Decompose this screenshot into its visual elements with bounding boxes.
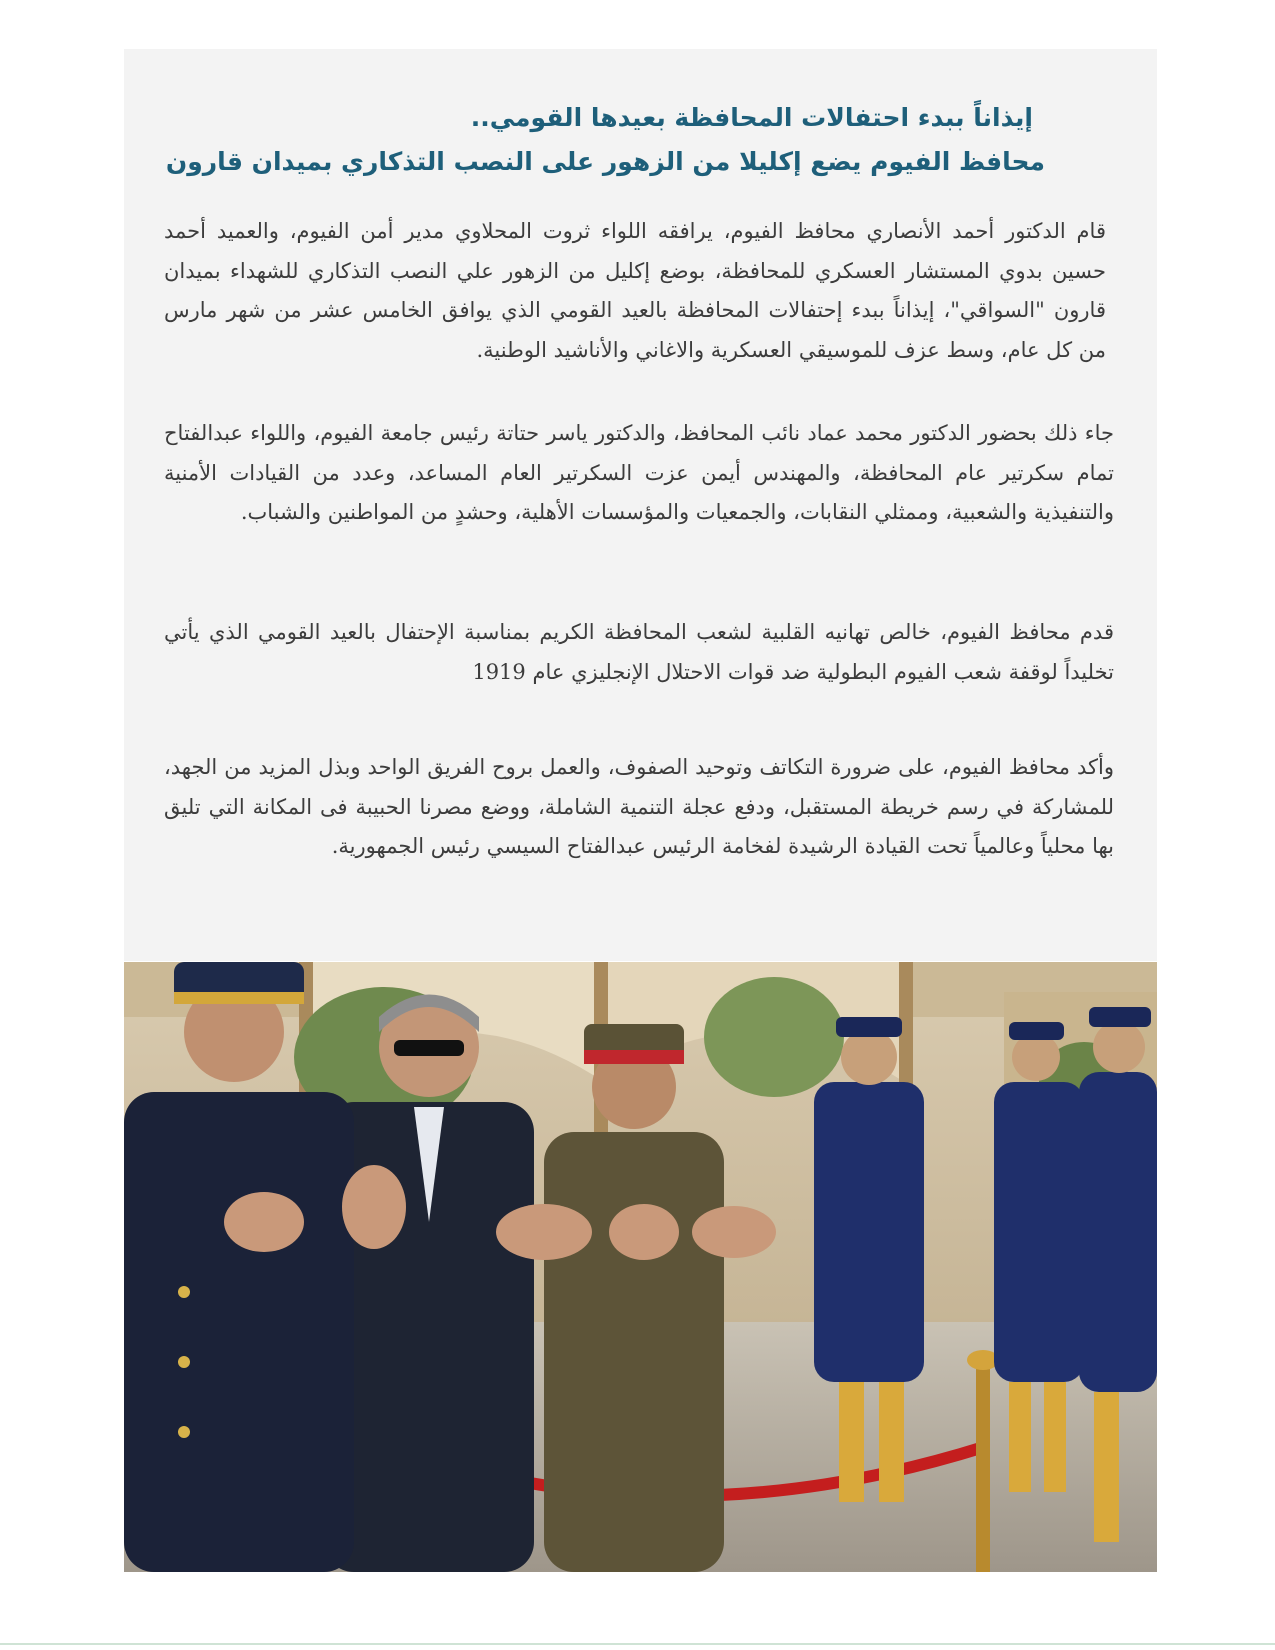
article-photo	[124, 962, 1157, 1572]
article-paragraph-3: قدم محافظ الفيوم، خالص تهانيه القلبية لشعب المحافظة الكريم بمناسبة الإحتفال بالعيد القومي الذي يأتي تخليداً لوقفة شعب الفيوم البطولية ضد قوات الاحتلال الإنجليزي عام 1919	[164, 620, 1114, 684]
article-paragraph-4: وأكد محافظ الفيوم، على ضرورة التكاتف وتوحيد الصفوف، والعمل بروح الفريق الواحد وبذل المزيد من الجهد، للمشاركة في رسم خريطة المستقبل، ودفع عجلة التنمية الشاملة، ووضع مصرنا الحبيبة فى المكانة التي تليق بها محلياً وعالمياً تحت القيادة الرشيدة لفخامة الرئيس عبدالفتاح السيسي رئيس الجمهورية.	[164, 755, 1114, 858]
ceremony-photo-illustration	[124, 962, 1157, 1572]
article-headline	[145, 96, 1045, 184]
headline-line-1: إيذاناً ببدء احتفالات المحافظة بعيدها القومي..	[470, 103, 1033, 132]
article-paragraph-2: جاء ذلك بحضور الدكتور محمد عماد نائب المحافظ، والدكتور ياسر حتاتة رئيس جامعة الفيوم، واللواء عبدالفتاح تمام سكرتير عام المحافظة، والمهندس أيمن عزت السكرتير العام المساعد، وعدد من القيادات الأمنية والتنفيذية والشعبية، وممثلي النقابات، والجمعيات والمؤسسات الأهلية، وحشدٍ من المواطنين والشباب.	[164, 421, 1114, 524]
page-footer-divider	[0, 1643, 1275, 1645]
article-paragraph-1: قام الدكتور أحمد الأنصاري محافظ الفيوم، يرافقه اللواء ثروت المحلاوي مدير أمن الفيوم، والعميد أحمد حسين بدوي المستشار العسكري للمحافظة، بوضع إكليل من الزهور علي النصب التذكاري للشهداء بميدان قارون "السواقي"، إيذاناً ببدء إحتفالات المحافظة بالعيد القومي الذي يوافق الخامس عشر من شهر مارس من كل عام، وسط عزف للموسيقي العسكرية والاغاني والأناشيد الوطنية.	[164, 219, 1106, 362]
headline-line-2: محافظ الفيوم يضع إكليلا من الزهور على النصب التذكاري بميدان قارون	[165, 147, 1045, 176]
